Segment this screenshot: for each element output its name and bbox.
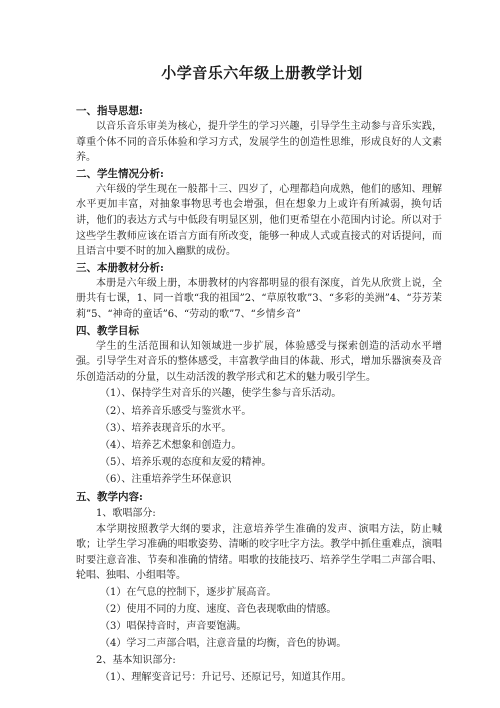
- goal-item: （6）、注重培养学生环保意识: [100, 474, 232, 486]
- section-heading: 四、教学目标: [76, 324, 139, 337]
- section-guiding-ideology: [76, 103, 442, 166]
- singing-item: （1）在气息的控制下，逐步扩展高音。: [100, 586, 277, 598]
- section-paragraph: 六年级的学生现在一般都十三、四岁了，心理都趋向成熟，他们的感知、理解水平更加丰富，对抽象事物思考也会增强，但在想象力上或许有所减弱，换句话讲，他们的表达方式与中低段有明显区别，他们更希望在小范围内讨论。所以对于这些学生教师应该在语言方面有所改变，能够一种成人式或直接式的对话提问，而且语言中要不时的加入幽默的成份。: [76, 183, 442, 258]
- singing-item: （3）唱保持音时，声音要饱满。: [100, 620, 247, 632]
- basic-knowledge-item: （1）、理解变音记号：升记号、还原记号，知道其作用。: [100, 671, 352, 683]
- subsection-singing-paragraph: 本学期按照教学大纲的要求，注意培养学生准确的发声、演唱方法，防止喊歌；让学生学习准确的唱歌姿势、清晰的咬字吐字方法。教学中抓住重难点，演唱时要注意音准、节奏和准确的情绪。唱歌的技能技巧、培养学生学唱二声部合唱、轮唱、独唱、小组唱等。: [76, 523, 442, 582]
- section-paragraph: 以音乐音乐审美为核心，提升学生的学习兴趣，引导学生主动参与音乐实践，尊重个体不同的音乐体验和学习方式，发展学生的创造性思维，形成良好的人文素养。: [76, 121, 442, 164]
- section-heading: 一、指导思想:: [76, 105, 143, 117]
- subsection-singing-label: 1、歌唱部分:: [96, 507, 156, 519]
- goal-item: （4）、培养艺术想象和创造力。: [100, 439, 242, 451]
- document-title: 小学音乐六年级上册教学计划: [161, 64, 363, 82]
- section-paragraph: 学生的生活范围和认知领域进一步扩展，体验感受与探索创造的活动水平增强。引导学生对音乐的整体感受，丰富教学曲目的体裁、形式，增加乐器演奏及音乐创造活动的分量，以生动活泼的教学形式和艺术的魅力吸引学生。: [76, 340, 442, 383]
- singing-item: （4）学习二声部合唱，注意音量的均衡，音色的协调。: [100, 637, 347, 649]
- section-student-analysis: [76, 166, 442, 260]
- subsection-basic-knowledge-label: 2、基本知识部分:: [96, 654, 176, 666]
- section-heading: 三、本册教材分析:: [76, 261, 164, 274]
- section-paragraph: 本册是六年级上册，本册教材的内容都明显的很有深度，首先从欣赏上说，全册共有七课，1、同一首歌“我的祖国”2、“草原牧歌”3、“多彩的美洲”4、“芬芳茉莉”5、“神奇的童话”6、“劳动的歌”7、“乡情乡音”: [76, 277, 442, 320]
- goal-item: （5）、培养乐观的态度和友爱的精神。: [100, 457, 272, 469]
- section-teaching-goals: [76, 323, 442, 489]
- goal-item: （3）、培养表现音乐的水平。: [100, 422, 232, 434]
- section-heading: 五、教学内容:: [76, 490, 143, 503]
- singing-item: （2）使用不同的力度、速度、音色表现歌曲的情感。: [100, 603, 337, 615]
- goal-item: （1）、保持学生对音乐的兴趣，使学生参与音乐活动。: [100, 388, 342, 400]
- section-textbook-analysis: [76, 260, 442, 323]
- goal-item: （2）、培养音乐感受与鉴赏水平。: [100, 405, 252, 417]
- section-teaching-content: [76, 489, 442, 686]
- section-heading: 二、学生情况分析:: [76, 167, 164, 180]
